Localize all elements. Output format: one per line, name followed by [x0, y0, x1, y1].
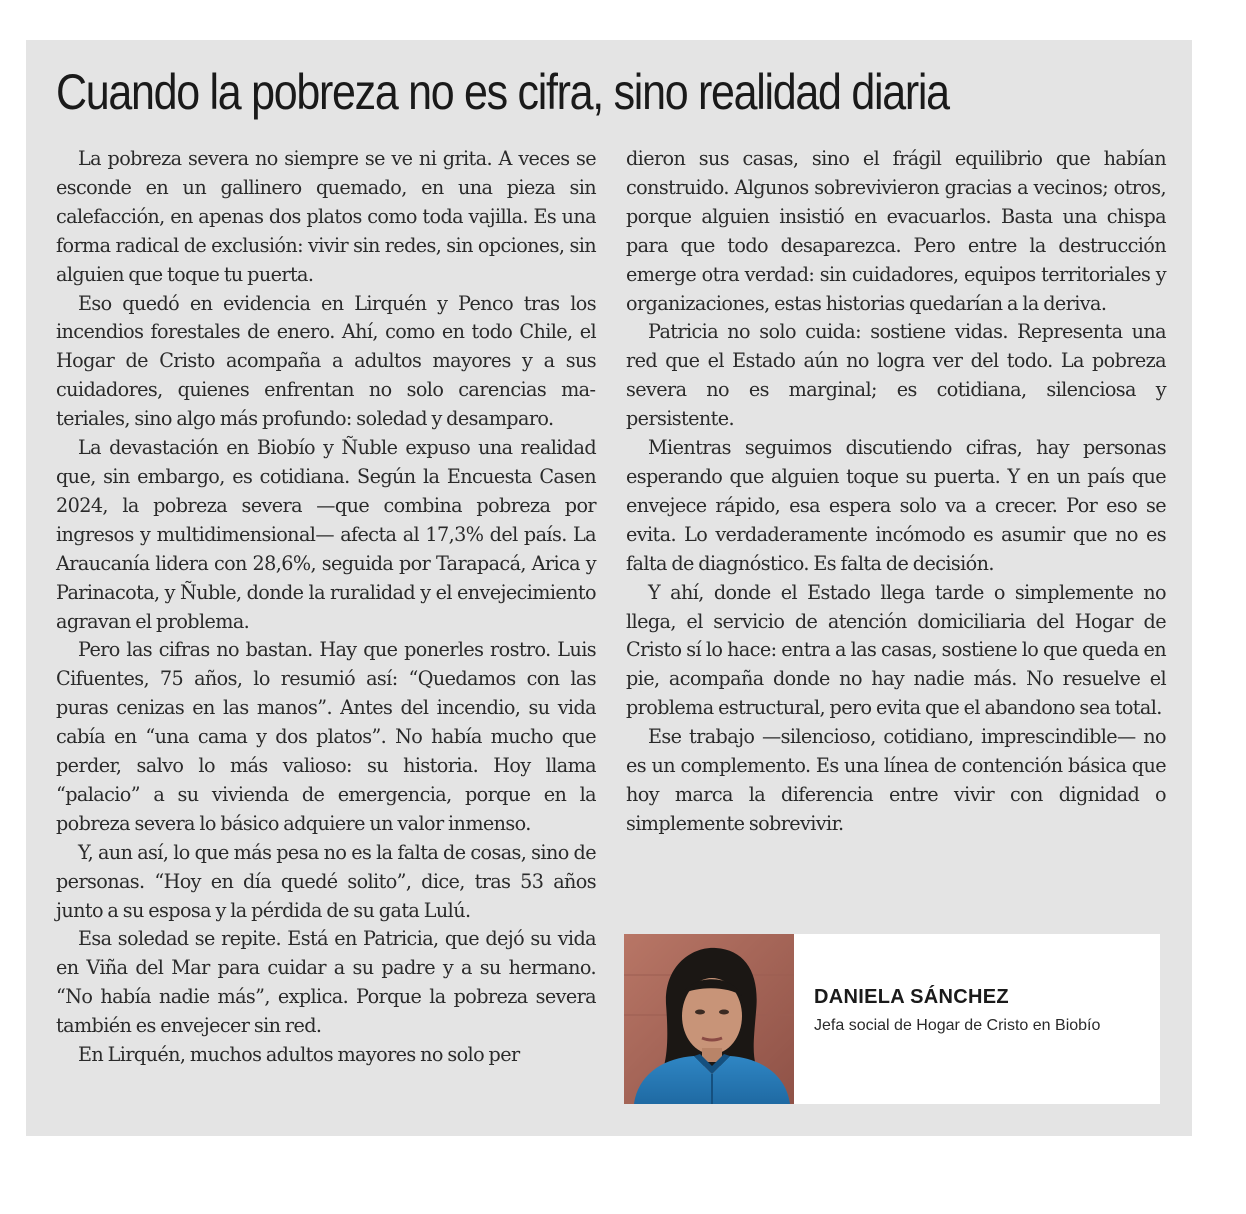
article-column-left	[56, 145, 596, 1070]
paragraph: La devastación en Biobío y Ñuble expuso una realidad que, sin embargo, es cotidiana. Según la Encuesta Casen 2024, la pobreza severa —que combina pobreza por ingresos y multidimensional— afecta al 17,3% del país. La Araucanía lidera con 28,6%, seguida por Tarapacá, Arica y Parinacota, y Ñuble, donde la ruralidad y el envejecimiento agravan el problema.	[56, 436, 596, 633]
paragraph: Y ahí, donde el Estado llega tarde o simplemente no llega, el servicio de atención domiciliaria del Hogar de Cristo sí lo hace: entra a las casas, sostiene lo que queda en pie, acompaña donde no hay nadie más. No resuelve el problema estructural, pero evita que el abandono sea total.	[626, 580, 1166, 720]
article-column-right	[626, 145, 1166, 839]
author-box	[624, 934, 1160, 1104]
paragraph: En Lirquén, muchos adultos mayores no solo per	[78, 1043, 520, 1067]
paragraph: Eso quedó en evidencia en Lirquén y Penco tras los incendios forestales de enero. Ahí, como en todo Chile, el Hogar de Cristo acompaña a adultos mayores y a sus cuidadores, quienes enfrentan no solo carencias materiales, sino algo más profundo: soledad y desamparo.	[56, 291, 596, 431]
paragraph: Ese trabajo —silencioso, cotidiano, imprescindible— no es un complemento. Es una línea de contención básica que hoy marca la diferencia entre vivir con dignidad o simplemente sobrevivir.	[626, 725, 1166, 835]
paragraph: Patricia no solo cuida: sostiene vidas. Representa una red que el Estado aún no logra ver del todo. La pobreza severa no es marginal; es cotidiana, silenciosa y persistente.	[626, 320, 1166, 431]
paragraph: Y, aun así, lo que más pesa no es la falta de cosas, sino de personas. “Hoy en día quedé solito”, dice, tras 53 años junto a su esposa y la pérdida de su gata Lulú.	[56, 840, 596, 922]
paragraph: Pero las cifras no bastan. Hay que ponerles rostro. Luis Cifuentes, 75 años, lo resumió así: “Quedamos con las puras cenizas en las manos”. Antes del incendio, su vida cabía en “una cama y dos platos”. No había mucho que perder, salvo lo más valioso: su historia. Hoy llama “palacio” a su vivienda de emergencia, porque en la pobreza severa lo básico adquiere un valor inmenso.	[56, 638, 596, 835]
paragraph: Mientras seguimos discutiendo cifras, hay personas esperando que alguien toque su puerta. Y en un país que envejece rápido, esa espera solo va a crecer. Por eso se evita. Lo verdaderamente incómodo es asumir que no es falta de diagnóstico. Es falta de decisión.	[626, 436, 1166, 575]
paragraph: Esa soledad se repite. Está en Patricia, que dejó su vida en Viña del Mar para cuidar a su padre y a su hermano. “No había nadie más”, explica. Porque la pobreza severa también es envejecer sin red.	[56, 927, 596, 1038]
article-panel	[26, 40, 1192, 1136]
author-photo	[624, 934, 794, 1104]
paragraph: La pobreza severa no siempre se ve ni grita. A veces se esconde en un gallinero quemado, en una pieza sin calefacción, en apenas dos platos como toda vajilla. Es una forma radical de exclusión: vivir sin redes, sin opciones, sin alguien que toque tu puerta.	[56, 147, 596, 286]
author-portrait-icon	[624, 934, 794, 1104]
author-name: DANIELA SÁNCHEZ	[814, 986, 1009, 1008]
paragraph: dieron sus casas, sino el frágil equilibrio que habían construido. Algunos sobrevivieron gracias a vecinos; otros, porque alguien insistió en evacuarlos. Basta una chispa para que todo desaparezca. Pero entre la destrucción emerge otra verdad: sin cuidadores, equipos territoriales y organizaciones, estas historias quedarían a la deriva.	[626, 147, 1166, 315]
article-headline: Cuando la pobreza no es cifra, sino realidad diaria	[56, 64, 949, 120]
author-role: Jefa social de Hogar de Cristo en Biobío	[814, 1017, 1101, 1034]
